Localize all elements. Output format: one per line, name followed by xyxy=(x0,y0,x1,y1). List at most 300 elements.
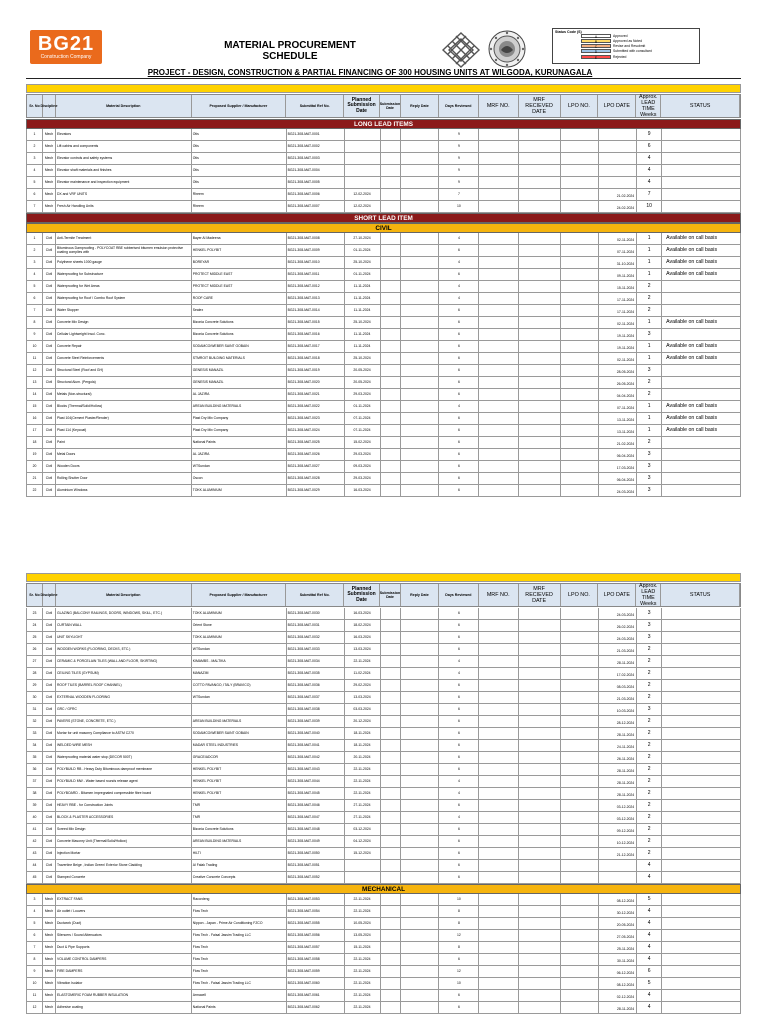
lpo-date: 17-11-2024 xyxy=(599,305,637,316)
column-header: Submittal Ref No. xyxy=(286,95,344,117)
reply-date xyxy=(401,473,439,484)
discipline: Civil xyxy=(43,413,56,424)
submittal-ref: BG21-308-MAT-0025 xyxy=(287,437,345,448)
table-row xyxy=(26,680,741,692)
discipline: Civil xyxy=(43,872,56,883)
material-description: VOLUME CONTROL DAMPERS xyxy=(56,954,192,965)
table-row xyxy=(26,740,741,752)
mrf-received-date xyxy=(519,990,561,1001)
material-description: UNIT SKYLIGHT xyxy=(56,632,192,643)
mrf-number xyxy=(479,942,519,953)
mrf-number xyxy=(479,836,519,847)
serial-number: 44 xyxy=(27,860,43,871)
supplier: WTSundan xyxy=(192,692,287,703)
mrf-received-date xyxy=(519,245,561,256)
planned-date: 22-11-2024 xyxy=(345,954,381,965)
lead-time-weeks: 2 xyxy=(637,305,662,316)
lpo-date: 21-03-2024 xyxy=(599,644,637,655)
days-reviewed: 4 xyxy=(439,812,479,823)
table-row xyxy=(26,788,741,800)
discipline: Mech xyxy=(43,201,56,212)
column-header: Approx. LEAD TIME Weeks xyxy=(636,584,661,606)
planned-date: 11-11-2024 xyxy=(345,281,381,292)
lead-time-weeks: 4 xyxy=(637,153,662,164)
status xyxy=(662,752,741,763)
submission-date xyxy=(381,788,402,799)
lpo-number xyxy=(561,776,599,787)
submittal-ref: BG21-308-MAT-0044 xyxy=(287,776,345,787)
serial-number: 7 xyxy=(27,942,43,953)
mrf-number xyxy=(479,990,519,1001)
reply-date xyxy=(401,788,439,799)
supplier: WTSundan xyxy=(192,644,287,655)
lpo-date: 03-12-2024 xyxy=(599,800,637,811)
status-code: D xyxy=(581,49,611,53)
reply-date xyxy=(401,153,439,164)
mrf-received-date xyxy=(519,942,561,953)
discipline: Mech xyxy=(43,165,56,176)
discipline: Civil xyxy=(43,365,56,376)
material-description: Adhesive coating xyxy=(56,1002,192,1013)
lpo-number xyxy=(561,812,599,823)
discipline: Mech xyxy=(43,966,56,977)
material-description: Mortar for unit masonry Compliance to ASTM C270 xyxy=(56,728,192,739)
reply-date xyxy=(401,129,439,140)
table-row xyxy=(26,353,741,365)
supplier: SODAMCO/WEBER SAINT GOBAIN xyxy=(192,728,287,739)
lead-time-weeks: 3 xyxy=(637,620,662,631)
submission-date xyxy=(381,389,402,400)
mrf-number xyxy=(479,1002,519,1013)
lpo-date: 27-05-2024 xyxy=(599,930,637,941)
lead-time-weeks: 2 xyxy=(637,389,662,400)
reply-date xyxy=(401,485,439,496)
mrf-received-date xyxy=(519,656,561,667)
table-row xyxy=(26,377,741,389)
planned-date: 16-03-2024 xyxy=(345,632,381,643)
discipline: Civil xyxy=(43,860,56,871)
lpo-number xyxy=(561,401,599,412)
reply-date xyxy=(401,752,439,763)
lpo-date: 17-03-2024 xyxy=(599,461,637,472)
material-description: GLAZING (BALCONY RAILINGS, DOORS, WINDOWS, SKILL, ETC.) xyxy=(56,608,192,619)
days-reviewed: 6 xyxy=(439,608,479,619)
supplier: COTTO PAVANGO, ITALY (BRAVICO) xyxy=(192,680,287,691)
submission-date xyxy=(381,752,402,763)
lpo-number xyxy=(561,860,599,871)
lpo-number xyxy=(561,716,599,727)
serial-number: 38 xyxy=(27,788,43,799)
lpo-number xyxy=(561,317,599,328)
discipline: Civil xyxy=(43,632,56,643)
days-reviewed: 10 xyxy=(439,894,479,905)
status: Available on call basis xyxy=(662,353,741,364)
mrf-number xyxy=(479,644,519,655)
status xyxy=(662,201,741,212)
column-header: STATUS xyxy=(661,584,740,606)
table-row xyxy=(26,177,741,189)
planned-date: 12-02-2024 xyxy=(345,189,381,200)
discipline: Civil xyxy=(43,644,56,655)
supplier: Creative Concrete Concepts xyxy=(192,872,287,883)
material-description: Anti-Termite Treatment xyxy=(56,233,192,244)
submission-date xyxy=(381,632,402,643)
supplier: BOREYAR xyxy=(192,257,287,268)
serial-number: 7 xyxy=(27,201,43,212)
serial-number: 40 xyxy=(27,812,43,823)
planned-date: 25-10-2024 xyxy=(345,317,381,328)
supplier: Rheem xyxy=(192,201,287,212)
discipline: Civil xyxy=(43,680,56,691)
planned-date: 18-11-2024 xyxy=(345,740,381,751)
discipline: Civil xyxy=(43,764,56,775)
discipline: Mech xyxy=(43,918,56,929)
mrf-number xyxy=(479,788,519,799)
table-row xyxy=(26,716,741,728)
lpo-date: 21-02-2024 xyxy=(599,437,637,448)
status xyxy=(662,872,741,883)
planned-date: 29-03-2024 xyxy=(345,473,381,484)
mrf-number xyxy=(479,425,519,436)
lead-time-weeks: 1 xyxy=(637,353,662,364)
material-description: Structural Alum. (Pergola) xyxy=(56,377,192,388)
column-header: Submittal Ref No. xyxy=(286,584,344,606)
submission-date xyxy=(381,894,402,905)
lpo-number xyxy=(561,990,599,1001)
status xyxy=(662,656,741,667)
mrf-number xyxy=(479,129,519,140)
submission-date xyxy=(381,620,402,631)
mrf-received-date xyxy=(519,449,561,460)
lpo-date: 04-04-2024 xyxy=(599,389,637,400)
serial-number: 12 xyxy=(27,1002,43,1013)
serial-number: 5 xyxy=(27,281,43,292)
supplier: WTSundan xyxy=(192,461,287,472)
mrf-received-date xyxy=(519,788,561,799)
discipline: Civil xyxy=(43,704,56,715)
material-description: Elevator maintenance and inspection equipment xyxy=(56,177,192,188)
supplier: MADAR STEEL INDUSTRIES xyxy=(192,740,287,751)
supplier: AREAN BUILDING MATERIALS xyxy=(192,836,287,847)
mrf-number xyxy=(479,389,519,400)
status: Available on call basis xyxy=(662,257,741,268)
lead-time-weeks: 4 xyxy=(637,906,662,917)
serial-number: 5 xyxy=(27,918,43,929)
submittal-ref: BG21-308-MAT-0062 xyxy=(287,1002,345,1013)
reply-date xyxy=(401,668,439,679)
material-description: WELDED WIRE MESH xyxy=(56,740,192,751)
column-header: MRF RECIEVED DATE xyxy=(519,95,561,117)
material-description: Concrete Steel Reinforcements xyxy=(56,353,192,364)
table-row xyxy=(26,201,741,213)
lpo-number xyxy=(561,848,599,859)
submission-date xyxy=(381,824,402,835)
planned-date xyxy=(345,129,381,140)
lpo-number xyxy=(561,329,599,340)
supplier: Sealex xyxy=(192,305,287,316)
planned-date: 22-11-2024 xyxy=(345,894,381,905)
material-description: Cellular Lightweight Insul. Conc. xyxy=(56,329,192,340)
submission-date xyxy=(381,978,402,989)
table-row xyxy=(26,389,741,401)
lead-time-weeks: 9 xyxy=(637,129,662,140)
planned-date: 22-11-2024 xyxy=(345,990,381,1001)
serial-number: 16 xyxy=(27,413,43,424)
status xyxy=(662,632,741,643)
status xyxy=(662,942,741,953)
submittal-ref: BG21-308-MAT-0034 xyxy=(287,656,345,667)
mrf-number xyxy=(479,764,519,775)
table-row xyxy=(26,129,741,141)
material-description: Elevator controls and safety systems xyxy=(56,153,192,164)
material-description: Rolling Shutter Door xyxy=(56,473,192,484)
material-description: Concrete Repair xyxy=(56,341,192,352)
supplier: Flow Tech xyxy=(192,954,287,965)
lpo-date: 06-12-2024 xyxy=(599,966,637,977)
mechanical-section-header: MECHANICAL xyxy=(26,884,741,894)
status xyxy=(662,608,741,619)
lead-time-weeks: 2 xyxy=(637,824,662,835)
submission-date xyxy=(381,177,402,188)
material-description: Vibration Isolator xyxy=(56,978,192,989)
mrf-received-date xyxy=(519,293,561,304)
reply-date xyxy=(401,740,439,751)
column-header: Material Description xyxy=(56,584,192,606)
lpo-date: 06-04-2024 xyxy=(599,473,637,484)
serial-number: 39 xyxy=(27,800,43,811)
serial-number: 4 xyxy=(27,906,43,917)
lead-time-weeks: 2 xyxy=(637,776,662,787)
lpo-date: 13-11-2024 xyxy=(599,413,637,424)
days-reviewed: 6 xyxy=(439,872,479,883)
material-description: Elevator shaft materials and finishes xyxy=(56,165,192,176)
submission-date xyxy=(381,233,402,244)
supplier: Bizonia Concrete Solutions xyxy=(192,824,287,835)
lpo-date xyxy=(599,165,637,176)
serial-number: 3 xyxy=(27,153,43,164)
discipline: Mech xyxy=(43,930,56,941)
planned-date: 01-11-2024 xyxy=(345,401,381,412)
submission-date xyxy=(381,776,402,787)
status xyxy=(662,966,741,977)
column-header: LPO NO. xyxy=(561,95,599,117)
mrf-received-date xyxy=(519,800,561,811)
mrf-number xyxy=(479,413,519,424)
days-reviewed: 6 xyxy=(439,752,479,763)
table-row xyxy=(26,245,741,257)
reply-date xyxy=(401,894,439,905)
serial-number: 21 xyxy=(27,473,43,484)
planned-date: 13-03-2024 xyxy=(345,692,381,703)
submittal-ref: BG21-308-MAT-0015 xyxy=(287,317,345,328)
civil-section-header: CIVIL xyxy=(26,223,741,233)
supplier: GENESIS MANAZIL xyxy=(192,377,287,388)
submission-date xyxy=(381,269,402,280)
material-description: Ductwork (Duct) xyxy=(56,918,192,929)
material-description: Concrete Masonry Unit (Thermal/Solid/Hollow) xyxy=(56,836,192,847)
supplier: PROTECT MIDDLE EAST xyxy=(192,269,287,280)
table-row xyxy=(26,836,741,848)
mrf-received-date xyxy=(519,413,561,424)
days-reviewed: 6 xyxy=(439,461,479,472)
status xyxy=(662,812,741,823)
table-row xyxy=(26,800,741,812)
submittal-ref: BG21-308-MAT-0035 xyxy=(287,668,345,679)
lpo-date xyxy=(599,872,637,883)
status-label: Revise and Resubmit xyxy=(613,44,646,48)
discipline: Mech xyxy=(43,978,56,989)
planned-date: 01-11-2024 xyxy=(345,245,381,256)
serial-number: 4 xyxy=(27,165,43,176)
mrf-received-date xyxy=(519,704,561,715)
reply-date xyxy=(401,848,439,859)
supplier: Otis xyxy=(192,177,287,188)
mrf-received-date xyxy=(519,692,561,703)
supplier: Nippon - Japan - Prime Air Conditioning FZCO xyxy=(192,918,287,929)
lead-time-weeks: 2 xyxy=(637,740,662,751)
days-reviewed: 12 xyxy=(439,930,479,941)
discipline: Civil xyxy=(43,305,56,316)
status xyxy=(662,800,741,811)
mrf-received-date xyxy=(519,740,561,751)
lpo-number xyxy=(561,740,599,751)
planned-date: 25-10-2024 xyxy=(345,257,381,268)
days-reviewed: 6 xyxy=(439,692,479,703)
reply-date xyxy=(401,341,439,352)
reply-date xyxy=(401,860,439,871)
mrf-received-date xyxy=(519,918,561,929)
submittal-ref: BG21-308-MAT-0006 xyxy=(287,189,345,200)
discipline: Mech xyxy=(43,129,56,140)
days-reviewed: 7 xyxy=(439,189,479,200)
days-reviewed: 10 xyxy=(439,201,479,212)
reply-date xyxy=(401,728,439,739)
submission-date xyxy=(381,954,402,965)
submission-date xyxy=(381,293,402,304)
planned-date xyxy=(345,153,381,164)
reply-date xyxy=(401,201,439,212)
lead-time-weeks: 1 xyxy=(637,413,662,424)
mrf-number xyxy=(479,317,519,328)
lpo-date: 21-12-2024 xyxy=(599,848,637,859)
lead-time-weeks: 1 xyxy=(637,245,662,256)
submission-date xyxy=(381,365,402,376)
mrf-received-date xyxy=(519,776,561,787)
status xyxy=(662,680,741,691)
mrf-number xyxy=(479,177,519,188)
material-description: POLYBOARD - Bitumen impregnated compressible fibre board xyxy=(56,788,192,799)
mrf-received-date xyxy=(519,201,561,212)
mrf-number xyxy=(479,608,519,619)
column-header: MRF NO. xyxy=(479,95,519,117)
status xyxy=(662,329,741,340)
mrf-number xyxy=(479,485,519,496)
material-description: CURTAIN WALL xyxy=(56,620,192,631)
supplier: PROTECT MIDDLE EAST xyxy=(192,281,287,292)
reply-date xyxy=(401,317,439,328)
status-code: A xyxy=(581,34,611,38)
reply-date xyxy=(401,918,439,929)
mrf-received-date xyxy=(519,752,561,763)
lpo-number xyxy=(561,704,599,715)
serial-number: 35 xyxy=(27,752,43,763)
mrf-number xyxy=(479,894,519,905)
mrf-received-date xyxy=(519,978,561,989)
mrf-number xyxy=(479,165,519,176)
lpo-number xyxy=(561,189,599,200)
material-description: BLOCK & PLASTER ACCESSORIES xyxy=(56,812,192,823)
mrf-number xyxy=(479,848,519,859)
column-header: LPO DATE xyxy=(598,95,636,117)
submittal-ref: BG21-308-MAT-0001 xyxy=(287,129,345,140)
lpo-date: 10-03-2024 xyxy=(599,704,637,715)
mrf-received-date xyxy=(519,872,561,883)
status-legend-row xyxy=(581,39,699,43)
mrf-number xyxy=(479,824,519,835)
mrf-number xyxy=(479,692,519,703)
status xyxy=(662,437,741,448)
lpo-date: 28-11-2024 xyxy=(599,788,637,799)
planned-date: 15-02-2024 xyxy=(345,437,381,448)
submission-date xyxy=(381,341,402,352)
status xyxy=(662,764,741,775)
lpo-number xyxy=(561,872,599,883)
submittal-ref: BG21-308-MAT-0042 xyxy=(287,752,345,763)
supplier: Flow Tech xyxy=(192,906,287,917)
submission-date xyxy=(381,668,402,679)
status xyxy=(662,836,741,847)
reply-date xyxy=(401,680,439,691)
serial-number: 28 xyxy=(27,668,43,679)
status: Available on call basis xyxy=(662,233,741,244)
status: Available on call basis xyxy=(662,269,741,280)
serial-number: 7 xyxy=(27,305,43,316)
mrf-number xyxy=(479,704,519,715)
discipline: Mech xyxy=(43,954,56,965)
submission-date xyxy=(381,1002,402,1013)
status-code: C xyxy=(581,44,611,48)
lpo-number xyxy=(561,165,599,176)
lpo-number xyxy=(561,644,599,655)
reply-date xyxy=(401,257,439,268)
mrf-number xyxy=(479,189,519,200)
lpo-number xyxy=(561,341,599,352)
mrf-number xyxy=(479,341,519,352)
table-row xyxy=(26,1002,741,1014)
days-reviewed: 6 xyxy=(439,860,479,871)
reply-date xyxy=(401,966,439,977)
discipline: Civil xyxy=(43,752,56,763)
lead-time-weeks: 10 xyxy=(637,201,662,212)
material-description: Silencers / Sound Attenuators xyxy=(56,930,192,941)
lpo-date: 30-12-2024 xyxy=(599,906,637,917)
status xyxy=(662,668,741,679)
submission-date xyxy=(381,728,402,739)
knot-emblem-icon xyxy=(438,30,484,70)
reply-date xyxy=(401,189,439,200)
lead-time-weeks: 2 xyxy=(637,812,662,823)
reply-date xyxy=(401,413,439,424)
supplier: Flow Tech - Faisal Jassim Trading LLC xyxy=(192,978,287,989)
days-reviewed: 6 xyxy=(439,716,479,727)
lpo-number xyxy=(561,620,599,631)
discipline: Civil xyxy=(43,401,56,412)
mrf-received-date xyxy=(519,836,561,847)
planned-date: 27-11-2024 xyxy=(345,812,381,823)
mrf-number xyxy=(479,401,519,412)
table-row xyxy=(26,153,741,165)
serial-number: 9 xyxy=(27,329,43,340)
